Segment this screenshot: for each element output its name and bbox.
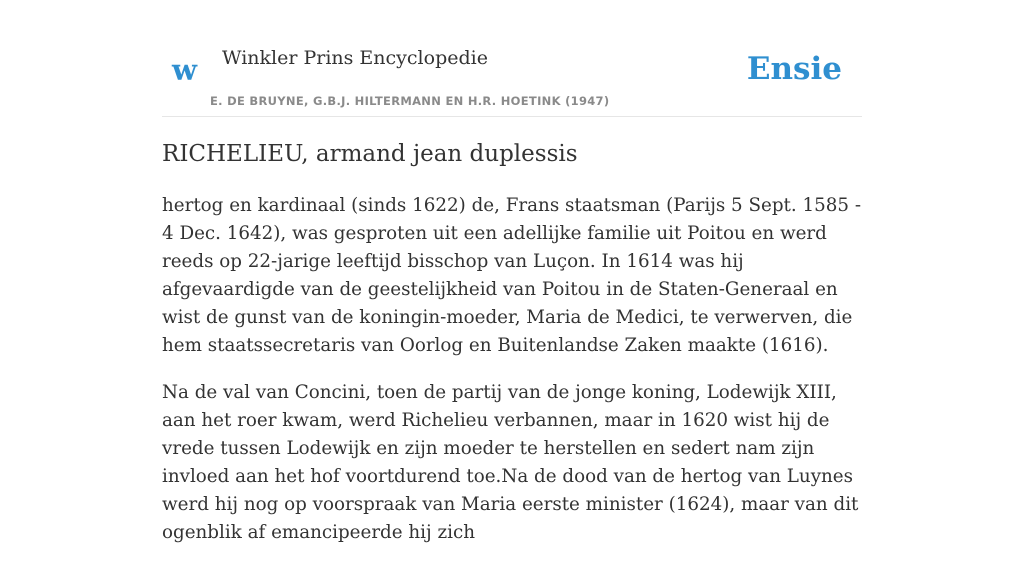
source-authors: E. DE BRUYNE, G.B.J. HILTERMANN EN H.R. HOETINK (1947) bbox=[210, 94, 610, 108]
source-header bbox=[162, 0, 862, 117]
paragraph: hertog en kardinaal (sinds 1622) de, Frans staatsman (Parijs 5 Sept. 1585 - 4 Dec. 1642), was gesproten uit een adellijke familie uit Poitou en werd reeds op 22-jarige leeftijd bisschop van Luçon. In 1614 was hij afgevaardigde van de geestelijkheid van Poitou in de Staten-Generaal en wist de gunst van de koningin-moeder, Maria de Medici, te verwerven, die hem staatssecretaris van Oorlog en Buitenlandse Zaken maakte (1616). bbox=[162, 195, 862, 356]
source-title[interactable]: Winkler Prins Encyclopedie bbox=[222, 47, 488, 69]
article-body bbox=[162, 192, 862, 566]
ensie-logo[interactable]: Ensie bbox=[746, 51, 842, 87]
article-title: RICHELIEU, armand jean duplessis bbox=[162, 141, 578, 167]
article-page bbox=[162, 0, 862, 543]
winkler-prins-logo[interactable]: w bbox=[172, 53, 197, 87]
paragraph: Na de val van Concini, toen de partij van de jonge koning, Lodewijk XIII, aan het roer kwam, werd Richelieu verbannen, maar in 1620 wist hij de vrede tussen Lodewijk en zijn moeder te herstellen en sedert nam zijn invloed aan het hof voortdurend toe.Na de dood van de hertog van Luynes werd hij nog op voorspraak van Maria eerste minister (1624), maar van dit ogenblik af emancipeerde hij zich bbox=[162, 382, 859, 543]
